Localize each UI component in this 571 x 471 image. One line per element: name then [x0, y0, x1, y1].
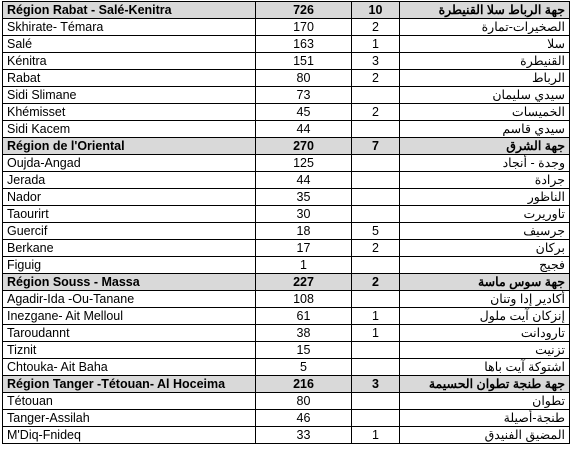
region-secondary-total: 7: [352, 138, 400, 155]
prefecture-count: 17: [256, 240, 352, 257]
prefecture-name: Agadir-Ida -Ou-Tanane: [3, 291, 256, 308]
region-name: Région Rabat - Salé-Kenitra: [3, 2, 256, 19]
prefecture-secondary-count: [352, 206, 400, 223]
region-total: 216: [256, 376, 352, 393]
prefecture-name: Nador: [3, 189, 256, 206]
prefecture-secondary-count: [352, 172, 400, 189]
region-name-arabic: جهة الرباط سلا القنيطرة: [400, 2, 570, 19]
prefecture-count: 30: [256, 206, 352, 223]
table-row: [3, 104, 570, 121]
prefecture-name: Rabat: [3, 70, 256, 87]
region-header-row: [3, 138, 570, 155]
table-row: [3, 155, 570, 172]
prefecture-secondary-count: 2: [352, 19, 400, 36]
table-row: [3, 19, 570, 36]
table-row: [3, 223, 570, 240]
prefecture-count: 45: [256, 104, 352, 121]
prefecture-secondary-count: 1: [352, 36, 400, 53]
prefecture-count: 18: [256, 223, 352, 240]
prefecture-name-arabic: تاوريرت: [400, 206, 570, 223]
prefecture-name: Taroudannt: [3, 325, 256, 342]
prefecture-name: Taourirt: [3, 206, 256, 223]
prefecture-name: Sidi Slimane: [3, 87, 256, 104]
prefecture-secondary-count: [352, 189, 400, 206]
prefecture-count: 15: [256, 342, 352, 359]
table-row: [3, 53, 570, 70]
prefecture-secondary-count: [352, 410, 400, 427]
statistics-sheet: [2, 1, 569, 471]
prefecture-name-arabic: إنزكان آيت ملول: [400, 308, 570, 325]
table-row: [3, 121, 570, 138]
prefecture-count: 80: [256, 393, 352, 410]
prefecture-name: Tétouan: [3, 393, 256, 410]
prefecture-name: Skhirate- Témara: [3, 19, 256, 36]
regional-table: [2, 1, 570, 444]
prefecture-count: 44: [256, 172, 352, 189]
prefecture-count: 170: [256, 19, 352, 36]
prefecture-count: 1: [256, 257, 352, 274]
prefecture-name: Chtouka- Ait Baha: [3, 359, 256, 376]
prefecture-secondary-count: 2: [352, 240, 400, 257]
prefecture-count: 38: [256, 325, 352, 342]
region-name: Région de l'Oriental: [3, 138, 256, 155]
prefecture-secondary-count: 1: [352, 325, 400, 342]
prefecture-name-arabic: جرادة: [400, 172, 570, 189]
prefecture-name-arabic: الرباط: [400, 70, 570, 87]
region-header-row: [3, 274, 570, 291]
prefecture-secondary-count: [352, 359, 400, 376]
prefecture-name-arabic: تزنيت: [400, 342, 570, 359]
prefecture-name: Sidi Kacem: [3, 121, 256, 138]
region-name-arabic: جهة الشرق: [400, 138, 570, 155]
prefecture-name-arabic: وجدة - أنجاد: [400, 155, 570, 172]
region-name: Région Tanger -Tétouan- Al Hoceima: [3, 376, 256, 393]
prefecture-secondary-count: 1: [352, 308, 400, 325]
prefecture-count: 44: [256, 121, 352, 138]
prefecture-secondary-count: 5: [352, 223, 400, 240]
prefecture-secondary-count: [352, 87, 400, 104]
prefecture-count: 73: [256, 87, 352, 104]
prefecture-secondary-count: [352, 291, 400, 308]
prefecture-name: Salé: [3, 36, 256, 53]
prefecture-name: Guercif: [3, 223, 256, 240]
prefecture-name-arabic: تطوان: [400, 393, 570, 410]
region-name: Région Souss - Massa: [3, 274, 256, 291]
table-row: [3, 393, 570, 410]
prefecture-name-arabic: جرسيف: [400, 223, 570, 240]
prefecture-name-arabic: أكادير إدا وتنان: [400, 291, 570, 308]
table-row: [3, 189, 570, 206]
prefecture-name: Kénitra: [3, 53, 256, 70]
prefecture-name: Oujda-Angad: [3, 155, 256, 172]
region-secondary-total: 2: [352, 274, 400, 291]
prefecture-secondary-count: 2: [352, 70, 400, 87]
prefecture-count: 5: [256, 359, 352, 376]
prefecture-name-arabic: الناظور: [400, 189, 570, 206]
table-row: [3, 70, 570, 87]
prefecture-count: 125: [256, 155, 352, 172]
prefecture-name-arabic: تارودانت: [400, 325, 570, 342]
table-row: [3, 308, 570, 325]
region-total: 227: [256, 274, 352, 291]
prefecture-name: M'Diq-Fnideq: [3, 427, 256, 444]
prefecture-secondary-count: [352, 257, 400, 274]
prefecture-name-arabic: الخميسات: [400, 104, 570, 121]
table-row: [3, 240, 570, 257]
prefecture-secondary-count: [352, 342, 400, 359]
prefecture-count: 163: [256, 36, 352, 53]
prefecture-name-arabic: المضيق الفنيدق: [400, 427, 570, 444]
prefecture-count: 35: [256, 189, 352, 206]
prefecture-count: 151: [256, 53, 352, 70]
table-row: [3, 172, 570, 189]
region-secondary-total: 10: [352, 2, 400, 19]
table-row: [3, 291, 570, 308]
prefecture-name-arabic: الصخيرات-تمارة: [400, 19, 570, 36]
table-row: [3, 427, 570, 444]
table-row: [3, 257, 570, 274]
table-row: [3, 410, 570, 427]
region-total: 270: [256, 138, 352, 155]
prefecture-secondary-count: [352, 121, 400, 138]
region-name-arabic: جهة سوس ماسة: [400, 274, 570, 291]
region-secondary-total: 3: [352, 376, 400, 393]
prefecture-secondary-count: [352, 155, 400, 172]
table-body: [3, 2, 570, 444]
prefecture-name: Tiznit: [3, 342, 256, 359]
prefecture-name: Berkane: [3, 240, 256, 257]
prefecture-count: 108: [256, 291, 352, 308]
table-row: [3, 206, 570, 223]
table-row: [3, 87, 570, 104]
region-total: 726: [256, 2, 352, 19]
prefecture-name: Inezgane- Ait Melloul: [3, 308, 256, 325]
region-name-arabic: جهة طنجة تطوان الحسيمة: [400, 376, 570, 393]
region-header-row: [3, 2, 570, 19]
prefecture-name-arabic: سيدي سليمان: [400, 87, 570, 104]
region-header-row: [3, 376, 570, 393]
prefecture-name: Khémisset: [3, 104, 256, 121]
prefecture-name: Figuig: [3, 257, 256, 274]
prefecture-name: Tanger-Assilah: [3, 410, 256, 427]
prefecture-name-arabic: بركان: [400, 240, 570, 257]
table-row: [3, 36, 570, 53]
table-row: [3, 342, 570, 359]
prefecture-secondary-count: 2: [352, 104, 400, 121]
prefecture-name: Jerada: [3, 172, 256, 189]
prefecture-count: 46: [256, 410, 352, 427]
prefecture-name-arabic: طنجة-أصيلة: [400, 410, 570, 427]
prefecture-secondary-count: 1: [352, 427, 400, 444]
prefecture-count: 61: [256, 308, 352, 325]
prefecture-secondary-count: [352, 393, 400, 410]
table-row: [3, 359, 570, 376]
table-row: [3, 325, 570, 342]
prefecture-name-arabic: اشتوكة آيت باها: [400, 359, 570, 376]
prefecture-name-arabic: سيدي قاسم: [400, 121, 570, 138]
prefecture-count: 80: [256, 70, 352, 87]
prefecture-name-arabic: فجيج: [400, 257, 570, 274]
prefecture-secondary-count: 3: [352, 53, 400, 70]
prefecture-name-arabic: سلا: [400, 36, 570, 53]
prefecture-count: 33: [256, 427, 352, 444]
prefecture-name-arabic: القنيطرة: [400, 53, 570, 70]
